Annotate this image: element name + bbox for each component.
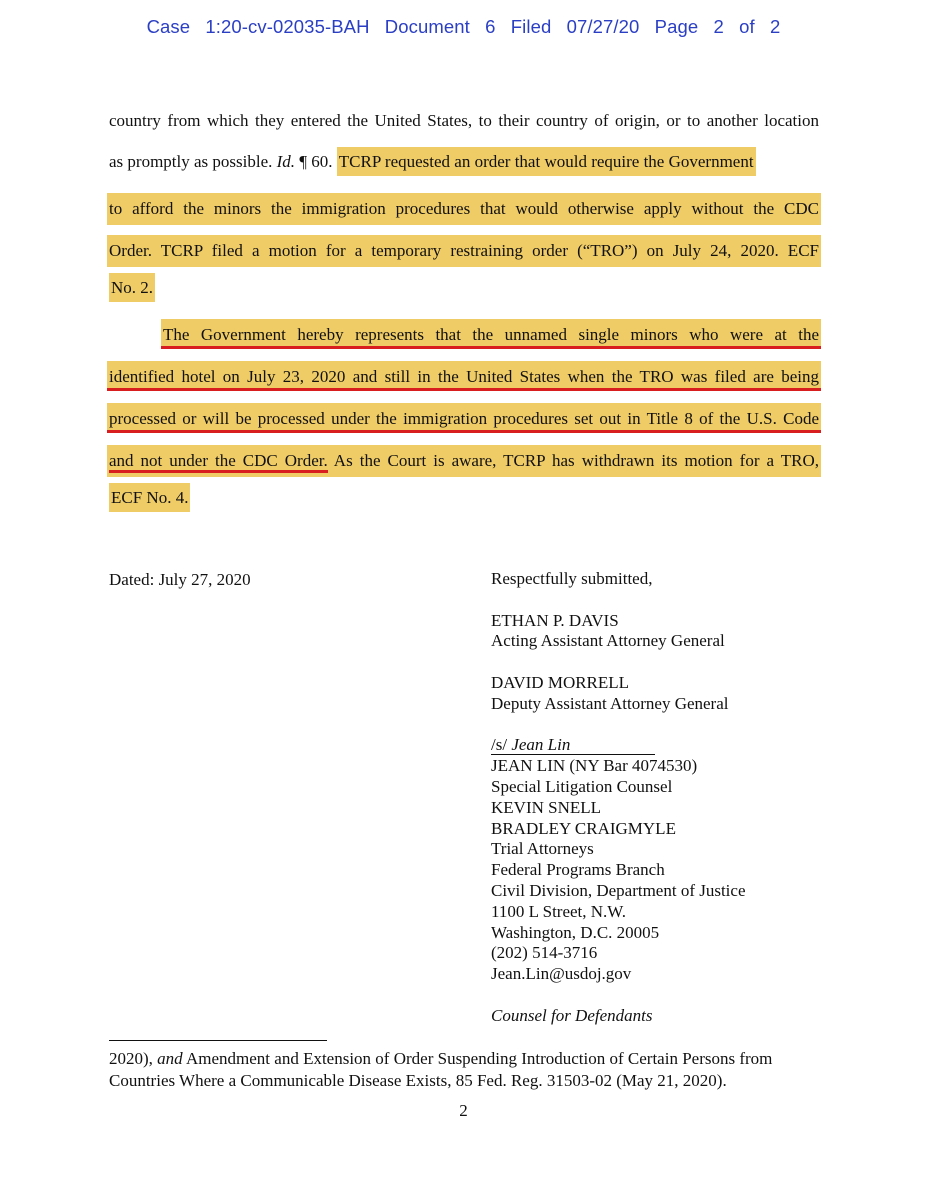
sig-line-3: BRADLEY CRAIGMYLE xyxy=(491,818,676,838)
footnote-rule xyxy=(109,1040,327,1041)
sig-line-5: Federal Programs Branch xyxy=(491,860,665,880)
para1-paragraph-ref: ¶ 60. xyxy=(295,152,337,171)
dated-line: Dated: July 27, 2020 xyxy=(109,570,251,589)
para2-line5-highlight: ECF No. 4. xyxy=(109,483,190,512)
footnote-and: and xyxy=(157,1049,183,1068)
para2-line3-highlight: processed or will be processed under the immigration procedures set out in Title 8 of the U.S. Code xyxy=(107,403,821,433)
signature-block xyxy=(491,569,746,1027)
signer-title-2: Deputy Assistant Attorney General xyxy=(491,693,729,713)
para2-line4-rest: As the Court is aware, TCRP has withdrawn its motion for a TRO, xyxy=(327,451,820,470)
para1-line2-text: as promptly as possible. xyxy=(109,152,277,171)
para2-line1-highlight: The Government hereby represents that the unnamed single minors who were at the xyxy=(161,319,821,349)
closing: Respectfully submitted, xyxy=(491,569,653,588)
para1-line1: country from which they entered the United States, to their country of origin, or to another location xyxy=(109,111,819,130)
signer-title-1: Acting Assistant Attorney General xyxy=(491,631,725,651)
case-header: Case 1:20-cv-02035-BAH Document 6 Filed 07/27/20 Page 2 of 2 xyxy=(146,16,781,37)
para1-line2 xyxy=(109,151,819,173)
footnote-line1: 2020), and Amendment and Extension of Order Suspending Introduction of Certain Persons from xyxy=(109,1049,773,1068)
signer-name-1: ETHAN P. DAVIS xyxy=(491,610,619,630)
sig-line-7: 1100 L Street, N.W. xyxy=(491,901,627,921)
para1-line5 xyxy=(109,277,819,299)
sig-line-8: Washington, D.C. 20005 xyxy=(491,922,660,942)
sig-line-2: KEVIN SNELL xyxy=(491,797,602,817)
para1-line4-highlight: Order. TCRP filed a motion for a temporary restraining order (“TRO”) on July 24, 2020. ECF xyxy=(107,235,821,267)
sig-line-10: Jean.Lin@usdoj.gov xyxy=(491,964,632,984)
sig-line-0: JEAN LIN (NY Bar 4074530) xyxy=(491,756,698,776)
para2-line2-highlight: identified hotel on July 23, 2020 and still in the United States when the TRO was filed are being xyxy=(107,361,821,391)
counsel-for-defendants: Counsel for Defendants xyxy=(491,1005,653,1025)
para1-line5-highlight: No. 2. xyxy=(109,273,155,302)
signer-name-2: DAVID MORRELL xyxy=(491,672,630,692)
para2-line4 xyxy=(107,445,821,477)
para2-underlined-phrase: and not under the CDC Order. xyxy=(109,451,328,473)
sig-line-1: Special Litigation Counsel xyxy=(491,776,673,796)
highlight-tcrp-request: TCRP requested an order that would require the Government xyxy=(337,147,756,176)
electronic-signature xyxy=(491,735,746,756)
id-citation: Id. xyxy=(276,152,296,171)
sig-line-6: Civil Division, Department of Justice xyxy=(491,880,746,900)
footnote-line2: Countries Where a Communicable Disease Exists, 85 Fed. Reg. 31503-02 (May 21, 2020). xyxy=(109,1071,727,1090)
signature-line: /s/ Jean Lin xyxy=(491,736,655,755)
para1-line3-highlight: to afford the minors the immigration procedures that would otherwise apply without the CDC xyxy=(107,193,821,225)
sig-line-4: Trial Attorneys xyxy=(491,839,594,859)
para2-line5 xyxy=(109,487,819,509)
page-number: 2 xyxy=(459,1101,468,1120)
sig-line-9: (202) 514-3716 xyxy=(491,943,598,963)
signature-name: Jean Lin xyxy=(511,735,571,755)
